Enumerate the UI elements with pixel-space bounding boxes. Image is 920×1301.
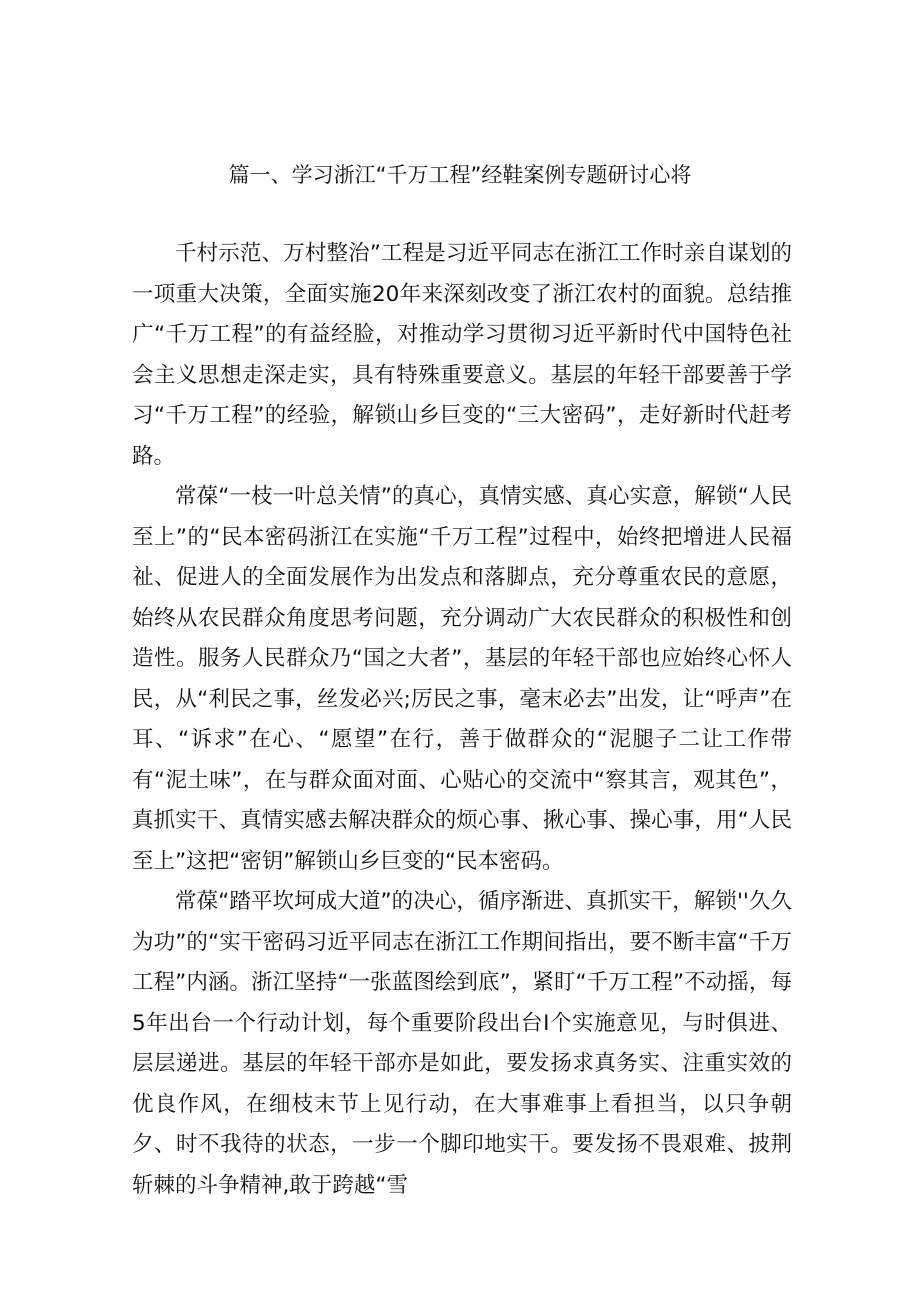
document-title: 篇一、学习浙江“千万工程”经鞋案例专题研讨心将 (228, 163, 692, 187)
paragraph-2: 常葆“一枝一叶总关情”的真心，真情实感、真心实意，解锁“人民至上”的“民本密码浙江在实施“千万工程”过程中，始终把增进人民福祉、促进人的全面发展作为出发点和落脚点，充分尊重农民的意愿，始终从农民群众角度思考问题，充分调动广大农民群众的积极性和创造性。服务人民群众乃“国之大者”，基层的年轻干部也应始终心怀人民，从“利民之事，丝发必兴;厉民之事，毫末必去”出发，让“呼声”在耳、“诉求”在心、“愿望”在行，善于做群众的“泥腿子二让工作带有“泥土味”，在与群众面对面、心贴心的交流中“察其言，观其色”，真抓实干、真情实感去解决群众的烦心事、揪心事、操心事，用“人民至上”这把“密钥”解锁山乡巨变的“民本密码。 (132, 484, 792, 874)
paragraph-3: 常葆“踏平坎坷成大道”的决心，循序渐进、真抓实干，解锁''久久为功”的“实干密码习近平同志在浙江工作期间指出，要不断丰富“千万工程”内涵。浙江坚持“一张蓝图绘到底”，紧盯“千万工程”不动摇，每5年出台一个行动计划，每个重要阶段出台I个实施意见，与时俱进、层层递进。基层的年轻干部亦是如此，要发扬求真务实、注重实效的优良作风，在细枝末节上见行动，在大事难事上看担当，以只争朝夕、时不我待的状态，一步一个脚印地实干。要发扬不畏艰难、披荆斩棘的斗争精神,敢于跨越“雪 (132, 889, 792, 1198)
paragraph-1: 千村示范、万村整治”工程是习近平同志在浙江工作时亲自谋划的一项重大决策，全面实施20年来深刻改变了浙江农村的面貌。总结推广“千万工程”的有益经脸，对推动学习贯彻习近平新时代中国特色社会主义思想走深走实，具有特殊重要意义。基层的年轻干部要善于学习“千万工程”的经验，解锁山乡巨变的“三大密码”，走好新时代赶考路。 (132, 241, 792, 469)
document-body (132, 234, 792, 1206)
